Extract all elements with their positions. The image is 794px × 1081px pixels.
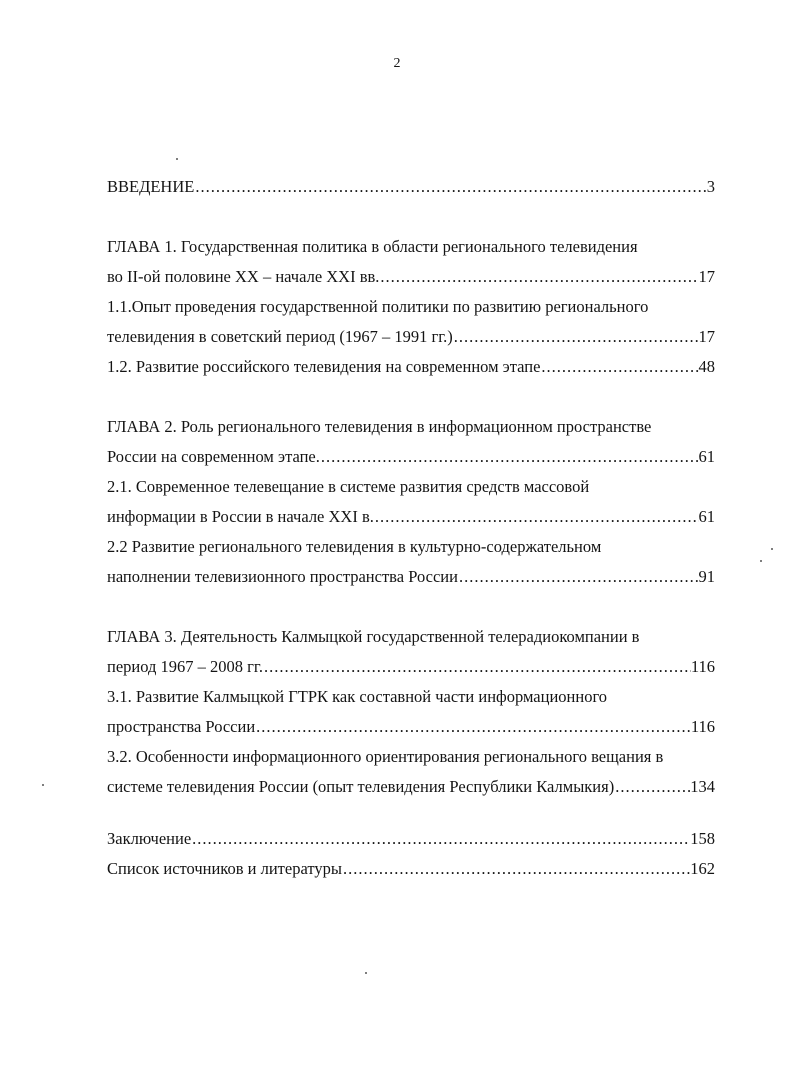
dot-leader: [458, 562, 699, 592]
toc-entry-page: 158: [690, 829, 715, 848]
dot-leader: [342, 854, 690, 884]
toc-chapter-3: [107, 652, 715, 682]
dot-leader: [379, 262, 698, 292]
toc-entry-page: 61: [698, 447, 715, 466]
toc-section-1-2: [107, 352, 715, 382]
toc-entry-page: 134: [690, 777, 715, 796]
toc-chapter-2-title: ГЛАВА 2. Роль регионального телевидения в информационном пространстве: [107, 417, 652, 436]
toc-section-3-2: [107, 772, 715, 802]
toc-section-1-1: [107, 322, 715, 352]
toc-entry-page: 116: [690, 657, 715, 676]
dot-leader: [453, 322, 699, 352]
page-number: 2: [393, 56, 401, 71]
toc-entry-page: 17: [698, 267, 715, 286]
toc-chapter-2: [107, 442, 715, 472]
toc-entry-page: 116: [690, 717, 715, 736]
toc-entry-title: наполнении телевизионного пространства России: [107, 567, 458, 586]
toc-section-2-1-title: 2.1. Современное телевещание в системе развития средств массовой: [107, 477, 590, 496]
dot-leader: [263, 652, 691, 682]
dot-leader: [320, 442, 699, 472]
toc-section-3-2-title: 3.2. Особенности информационного ориентирования регионального вещания в: [107, 747, 664, 766]
dot-leader: [540, 352, 698, 382]
toc-chapter-1: [107, 262, 715, 292]
toc-entry-title: пространства России: [107, 717, 256, 736]
toc-entry-title: Список источников и литературы: [107, 859, 342, 878]
dot-leader: [614, 772, 690, 802]
toc-section-2-1: [107, 502, 715, 532]
toc-entry-page: 17: [698, 327, 715, 346]
toc-entry-page: 3: [706, 177, 715, 196]
toc-entry-title: во II-ой половине XX – начале XXI вв.: [107, 267, 380, 286]
toc-entry-conclusion: [107, 824, 715, 854]
toc-section-3-1-title: 3.1. Развитие Калмыцкой ГТРК как составной части информационного: [107, 687, 608, 706]
toc-entry-title: период 1967 – 2008 гг.: [107, 657, 263, 676]
toc-entry-page: 162: [690, 859, 715, 878]
toc-section-2-2-title: 2.2 Развитие регионального телевидения в культурно-содержательном: [107, 537, 602, 556]
toc-chapter-3-title: ГЛАВА 3. Деятельность Калмыцкой государственной телерадиокомпании в: [107, 627, 640, 646]
toc-entry-page: 48: [698, 357, 715, 376]
toc-entry-title: Заключение: [107, 829, 192, 848]
toc-section-3-1: [107, 712, 715, 742]
toc-entry-title: России на современном этапе.: [107, 447, 320, 466]
toc-section-1-1-title: 1.1.Опыт проведения государственной политики по развитию регионального: [107, 297, 649, 316]
toc-entry-title: ВВЕДЕНИЕ: [107, 177, 195, 196]
dot-leader: [191, 824, 690, 854]
toc-entry-title: системе телевидения России (опыт телевидения Республики Калмыкия): [107, 777, 615, 796]
toc-section-2-2: [107, 562, 715, 592]
toc-entry-introduction: [107, 172, 715, 202]
table-of-contents: [107, 172, 715, 884]
toc-entry-title: 1.2. Развитие российского телевидения на современном этапе: [107, 357, 541, 376]
toc-chapter-1-title: ГЛАВА 1. Государственная политика в области регионального телевидения: [107, 237, 638, 256]
toc-entry-page: 61: [698, 507, 715, 526]
dot-leader: [255, 712, 691, 742]
toc-entry-page: 91: [698, 567, 715, 586]
toc-entry-sources: [107, 854, 715, 884]
dot-leader: [374, 502, 699, 532]
toc-entry-title: информации в России в начале XXI в.: [107, 507, 374, 526]
dot-leader: [194, 172, 706, 202]
toc-entry-title: телевидения в советский период (1967 – 1991 гг.): [107, 327, 453, 346]
